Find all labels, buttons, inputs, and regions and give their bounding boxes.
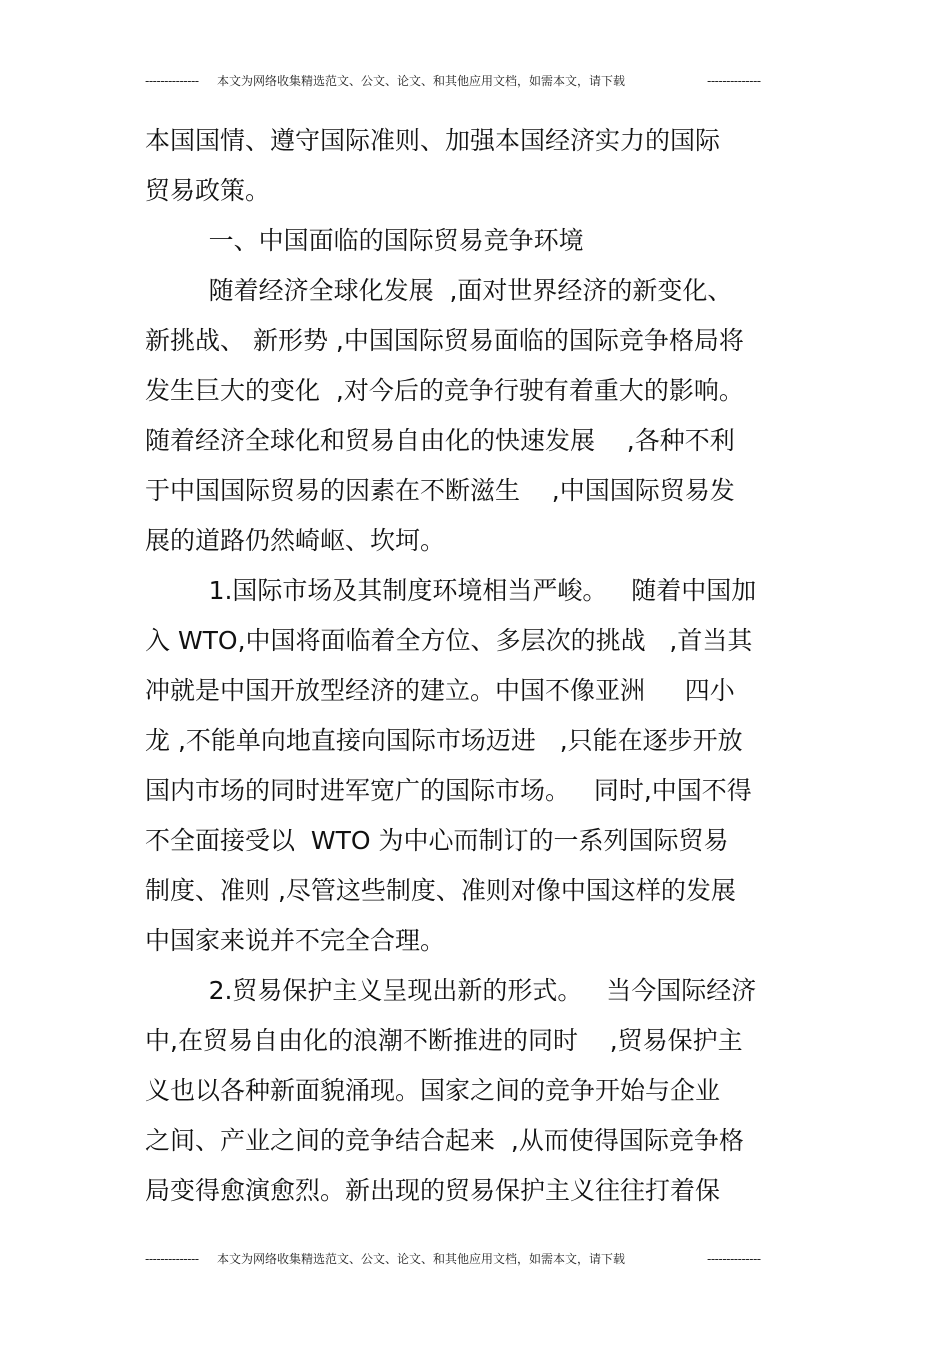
section-heading: 一、中国面临的国际贸易竞争环境 bbox=[145, 226, 584, 255]
footer-text: 本文为网络收集精选范文、公文、论文、和其他应用文档，如需本文，请下载 bbox=[217, 1252, 626, 1266]
body-line: 发生巨大的变化 ,对今后的竞争行驶有着重大的影响。 bbox=[145, 376, 744, 405]
body-line: 制度、准则 ,尽管这些制度、准则对像中国这样的发展 bbox=[145, 876, 736, 905]
body-line: 冲就是中国开放型经济的建立。中国不像亚洲 四小 bbox=[145, 676, 735, 705]
footer-dashes-right: -------------- bbox=[707, 1252, 761, 1266]
header-dashes-right: -------------- bbox=[707, 74, 761, 88]
header-dashes-left: -------------- bbox=[145, 74, 199, 88]
body-line: 贸易政策。 bbox=[145, 176, 271, 205]
body-line: 中,在贸易自由化的浪潮不断推进的同时 ,贸易保护主 bbox=[145, 1026, 743, 1055]
body-line: 国内市场的同时进军宽广的国际市场。 同时,中国不得 bbox=[145, 776, 752, 805]
body-line: 于中国国际贸易的因素在不断滋生 ,中国国际贸易发 bbox=[145, 476, 735, 505]
body-line: 之间、产业之间的竞争结合起来 ,从而使得国际竞争格 bbox=[145, 1126, 744, 1155]
body-line: 入 WTO,中国将面临着全方位、多层次的挑战 ,首当其 bbox=[145, 626, 753, 655]
body-line: 1.国际市场及其制度环境相当严峻。 随着中国加 bbox=[145, 576, 757, 605]
header-text: 本文为网络收集精选范文、公文、论文、和其他应用文档，如需本文，请下载 bbox=[217, 74, 626, 88]
body-line: 义也以各种新面貌涌现。国家之间的竞争开始与企业 bbox=[145, 1076, 721, 1105]
body-line: 龙 ,不能单向地直接向国际市场迈进 ,只能在逐步开放 bbox=[145, 726, 743, 755]
page-header-banner bbox=[145, 71, 805, 91]
body-line: 本国国情、遵守国际准则、加强本国经济实力的国际 bbox=[145, 126, 721, 155]
body-line: 2.贸易保护主义呈现出新的形式。 当今国际经济 bbox=[145, 976, 757, 1005]
body-line: 随着经济全球化和贸易自由化的快速发展 ,各种不利 bbox=[145, 426, 735, 455]
body-line: 随着经济全球化发展 ,面对世界经济的新变化、 bbox=[145, 276, 733, 305]
body-line: 不全面接受以 WTO 为中心而制订的一系列国际贸易 bbox=[145, 826, 729, 855]
footer-dashes-left: -------------- bbox=[145, 1252, 199, 1266]
page-footer-banner bbox=[145, 1249, 805, 1269]
body-line: 中国家来说并不完全合理。 bbox=[145, 926, 446, 955]
body-line: 展的道路仍然崎岖、坎坷。 bbox=[145, 526, 446, 555]
document-body bbox=[145, 116, 815, 1216]
body-line: 新挑战、 新形势 ,中国国际贸易面临的国际竞争格局将 bbox=[145, 326, 744, 355]
body-line: 局变得愈演愈烈。新出现的贸易保护主义往往打着保 bbox=[145, 1176, 721, 1205]
